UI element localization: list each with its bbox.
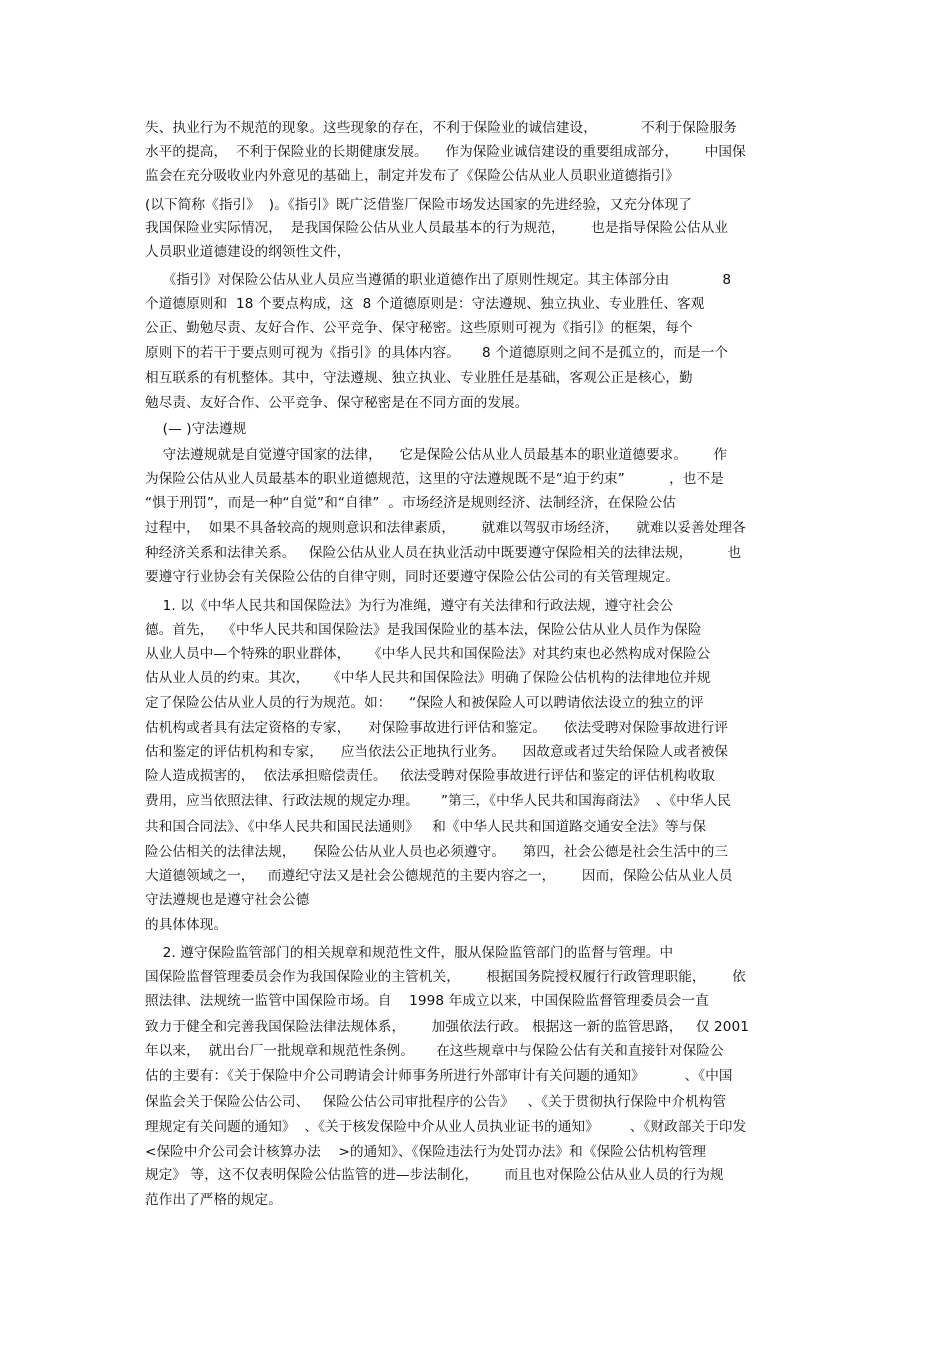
text-line: “惧于刑罚”，而是一种“自觉”和“自律” 。市场经济是规则经济、法制经济，在保险公估 (145, 495, 676, 511)
text-line: 守法遵规也是遵守社会公德 (145, 892, 310, 908)
text-line: 保监会关于保险公估公司、 保险公估公司审批程序的公告》 、《关于贯彻执行保险中介机构管 (145, 1094, 727, 1110)
text-line: 勉尽责、友好合作、公平竞争、保守秘密是在不同方面的发展。 (145, 395, 529, 411)
text-line: 水平的提高， 不利于保险业的长期健康发展。 作为保险业诚信建设的重要组成部分， 中国保 (145, 144, 746, 160)
text-line: 国保险监督管理委员会作为我国保险业的主管机关， 根据国务院授权履行行政管理职能， 依 (145, 969, 746, 985)
text-line: 范作出了严格的规定。 (145, 1192, 282, 1208)
text-line: <保险中介公司会计核算办法 >的通知》、《保险违法行为处罚办法》和《保险公估机构管理 (145, 1144, 707, 1160)
section-heading: (— )守法遵规 (145, 421, 247, 437)
text-line: 大道德领域之一， 而遵纪守法又是社会公德规范的主要内容之一， 因而，保险公估从业人员 (145, 868, 733, 884)
text-line: 规定》 等，这不仅表明保险公估监管的进—步法制化， 而且也对保险公估从业人员的行为规 (145, 1167, 724, 1183)
text-line: 险公估相关的法律法规， 保险公估从业人员也必须遵守。 第四，社会公德是社会生活中的三 (145, 844, 729, 860)
text-line: 公正、勤勉尽责、友好合作、公平竞争、保守秘密。这些原则可视为《指引》的框架，每个 (145, 320, 693, 336)
text-line: 守法遵规就是自觉遵守国家的法律， 它是保险公估从业人员最基本的职业道德要求。 作 (145, 447, 728, 463)
text-line: 年以来， 就出台厂一批规章和规范性条例。 在这些规章中与保险公估有关和直接针对保险公 (145, 1043, 724, 1059)
text-line: 估的主要有：《关于保险中介公司聘请会计师事务所进行外部审计有关问题的通知》 、《中国 (145, 1068, 733, 1084)
text-line: 种经济关系和法律关系。 保险公估从业人员在执业活动中既要遵守保险相关的法律法规， 也 (145, 545, 742, 561)
text-line: 的具体体现。 (145, 917, 228, 933)
text-line: 德。首先， 《中华人民共和国保险法》是我国保险业的基本法，保险公估从业人员作为保险 (145, 622, 702, 638)
text-line: 要遵守行业协会有关保险公估的自律守则，同时还要遵守保险公估公司的有关管理规定。 (145, 569, 680, 585)
text-line: 过程中， 如果不具备较高的规则意识和法律素质， 就难以驾驭市场经济， 就难以妥善处理各 (145, 520, 746, 536)
text-line: 估从业人员的约束。其次， 《中华人民共和国保险法》明确了保险公估机构的法律地位并规 (145, 670, 711, 686)
text-line: 失、执业行为不规范的现象。这些现象的存在，不利于保险业的诚信建设， 不利于保险服务 (145, 120, 737, 136)
text-line: 个道德原则和 18 个要点构成，这 8 个道德原则是：守法遵规、独立执业、专业胜任、客观 (145, 296, 705, 312)
text-line: 监会在充分吸收业内外意见的基础上，制定并发布了《保险公估从业人员职业道德指引》 (145, 168, 680, 184)
text-line: 人员职业道德建设的纲领性文件， (145, 244, 351, 260)
text-line: 相互联系的有机整体。其中，守法遵规、独立执业、专业胜任是基础，客观公正是核心，勤 (145, 370, 693, 386)
text-line: 原则下的若干于要点则可视为《指引》的具体内容。 8 个道德原则之间不是孤立的，而是一个 (145, 345, 729, 361)
text-line: 《指引》对保险公估从业人员应当遵循的职业道德作出了原则性规定。其主体部分由 8 (145, 272, 732, 288)
text-line: 照法律、法规统一监管中国保险市场。自 1998 年成立以来，中国保险监督管理委员会一直 (145, 993, 709, 1009)
text-line: 我国保险业实际情况， 是我国保险公估从业人员最基本的行为规范， 也是指导保险公估从业 (145, 220, 729, 236)
text-line: 费用，应当依照法律、行政法规的规定办理。 ”第三，《中华人民共和国海商法》 、《中华人民 (145, 793, 731, 809)
text-line: 致力于健全和完善我国保险法律法规体系， 加强依法行政。 根据这一新的监管思路， 仅 2001 (145, 1019, 749, 1035)
text-line: 估机构或者具有法定资格的专家， 对保险事故进行评估和鉴定。 依法受聘对保险事故进行评 (145, 720, 729, 736)
text-line: 险人造成损害的， 依法承担赔偿责任。 依法受聘对保险事故进行评估和鉴定的评估机构收取 (145, 768, 715, 784)
text-line: 共和国合同法》、《中华人民共和国民法通则》 和《中华人民共和国道路交通安全法》等与保 (145, 819, 707, 835)
text-line: 理规定有关问题的通知》 、《关于核发保险中介从业人员执业证书的通知》 、《财政部关于印发 (145, 1119, 747, 1135)
text-line: 定了保险公估从业人员的行为规范。如： “保险人和被保险人可以聘请依法设立的独立的评 (145, 695, 704, 711)
text-line: 从业人员中—个特殊的职业群体， 《中华人民共和国保险法》对其约束也必然构成对保险公 (145, 646, 711, 662)
text-line: 2. 遵守保险监管部门的相关规章和规范性文件，服从保险监管部门的监督与管理。中 (145, 945, 674, 961)
text-line: 估和鉴定的评估机构和专家， 应当依法公正地执行业务。 因故意或者过失给保险人或者被保 (145, 744, 729, 760)
text-line: 为保险公估从业人员最基本的职业道德规范，这里的守法遵规既不是“迫于约束” ，也不是 (145, 471, 724, 487)
text-line: 1. 以《中华人民共和国保险法》为行为准绳，遵守有关法律和行政法规，遵守社会公 (145, 598, 674, 614)
text-line: (以下简称《指引》 )。《指引》既广泛借鉴厂保险市场发达国家的先进经验，又充分体现了 (145, 197, 692, 213)
